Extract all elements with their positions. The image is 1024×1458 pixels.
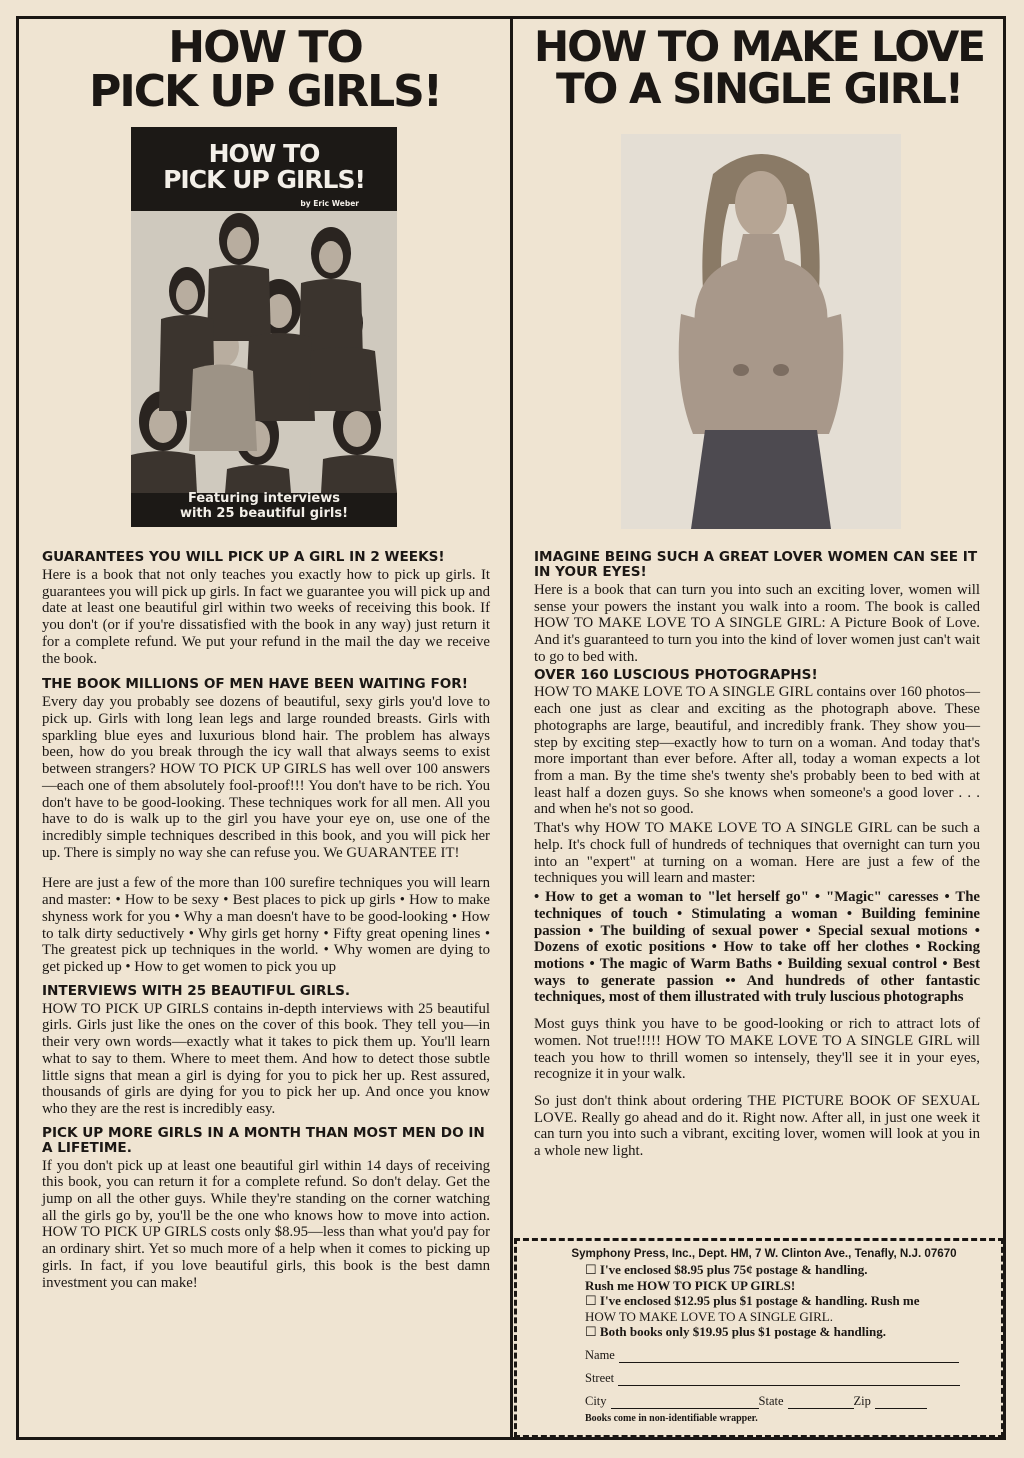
option-2-line-1: I've enclosed $12.95 plus $1 postage & handling. Rush me bbox=[599, 1293, 920, 1309]
coupon-option-2[interactable] bbox=[585, 1293, 989, 1324]
book-cover-title bbox=[131, 141, 397, 192]
left-section-1-body: Here is a book that not only teaches you exactly how to pick up girls. It guarantees you will pick up girls. In fact we guarantee you will pick up and date at least one beautiful girl within two weeks of receiving this book. If you don't (or if you're dissatisfied with the book in any way) just return it for a complete refund. We put your refund in the mail the day we receive the book. bbox=[42, 566, 490, 667]
left-section-1-heading: GUARANTEES YOU WILL PICK UP A GIRL IN 2 WEEKS! bbox=[42, 549, 445, 565]
cover-group-photo bbox=[131, 211, 397, 493]
street-label: Street bbox=[585, 1370, 615, 1385]
name-field[interactable] bbox=[585, 1348, 989, 1363]
left-section-3-heading: INTERVIEWS WITH 25 BEAUTIFUL GIRLS. bbox=[42, 982, 351, 999]
left-section-2-heading: THE BOOK MILLIONS OF MEN HAVE BEEN WAITING FOR! bbox=[42, 676, 468, 693]
right-headline bbox=[514, 16, 1004, 113]
column-divider bbox=[510, 16, 513, 1440]
city-input-line[interactable] bbox=[611, 1398, 759, 1409]
coupon-option-3[interactable] bbox=[585, 1324, 989, 1340]
option-1-line-2: Rush me HOW TO PICK UP GIRLS! bbox=[585, 1277, 796, 1293]
zip-label: Zip bbox=[853, 1393, 871, 1408]
right-section-3-body: That's why HOW TO MAKE LOVE TO A SINGLE GIRL can be such a help. It's chock full of hundreds of techniques that overnight can turn you into an "expert" at turning on a woman. Here are just a few of the techniques you will learn and master: bbox=[534, 820, 980, 887]
left-section-4-heading: PICK UP MORE GIRLS IN A MONTH THAN MOST MEN DO IN A LIFETIME. bbox=[42, 1124, 485, 1156]
cover-title-line-1: HOW TO bbox=[208, 139, 320, 168]
name-label: Name bbox=[585, 1347, 615, 1362]
left-section-2-body: Every day you probably see dozens of beautiful, sexy girls you'd love to pick up. Girls with long lean legs and large rounded breasts. Girls with sparkling blue eyes and luxurious blond hair. The problem has always been, how do you break through the icy wall that always seems to exist between strangers? HOW TO PICK UP GIRLS has well over 100 answers—each one of them absolutely fool-proof!!! You don't have to be rich. You don't have to be good-looking. These techniques work for all men. All you have to do is walk up to the girl you have your eye on, use one of the incredibly simple techniques described in this book, and you will pick her up. There is simply no way she can refuse you. We GUARANTEE IT! bbox=[42, 694, 490, 861]
right-headline-line-1: HOW TO MAKE LOVE bbox=[534, 22, 984, 71]
model-photo bbox=[621, 134, 901, 529]
checkbox-option-3[interactable]: ☐ bbox=[585, 1324, 600, 1340]
option-2-line-2: HOW TO MAKE LOVE TO A SINGLE GIRL. bbox=[585, 1308, 833, 1324]
city-label: City bbox=[585, 1393, 607, 1408]
cover-title-line-2: PICK UP GIRLS! bbox=[163, 164, 365, 194]
right-section-1-body: Here is a book that can turn you into such an exciting lover, women will sense your powers the instant you walk into a room. The book is called HOW TO MAKE LOVE TO A SINGLE GIRL: A Picture Book of Love. And it's guaranteed to turn you into the kind of lover women just can't wait to go to bed with. bbox=[534, 581, 980, 665]
state-label: State bbox=[758, 1393, 784, 1408]
cover-caption-line-1: Featuring interviews bbox=[187, 491, 340, 507]
coupon-option-1[interactable] bbox=[585, 1262, 989, 1293]
left-headline bbox=[20, 16, 510, 117]
model-silhouette bbox=[621, 134, 901, 529]
zip-input-line[interactable] bbox=[875, 1398, 927, 1409]
option-1-line-1: I've enclosed $8.95 plus 75¢ postage & handling. bbox=[599, 1262, 868, 1277]
state-input-line[interactable] bbox=[788, 1398, 854, 1409]
right-section-1-heading: IMAGINE BEING SUCH A GREAT LOVER WOMEN CAN SEE IT IN YOUR EYES! bbox=[534, 549, 978, 580]
left-copy bbox=[20, 550, 510, 1291]
group-photo-illustration bbox=[131, 211, 397, 493]
right-section-4-body: Most guys think you have to be good-looking or rich to attract lots of women. Not true!!!!! HOW TO MAKE LOVE TO A SINGLE GIRL will teach you how to thrill women so intensely, they'll see it in your eyes, recognize it in your walk. bbox=[534, 1016, 980, 1083]
right-section-5-body: So just don't think about ordering THE PICTURE BOOK OF SEXUAL LOVE. Really go ahead and do it. Right now. After all, in just one week it can turn you into such a vibrant, exciting lover, women will look at you in a whole new light. bbox=[534, 1092, 980, 1160]
left-headline-line-2: PICK UP GIRLS! bbox=[89, 66, 441, 117]
coupon-address: Symphony Press, Inc., Dept. HM, 7 W. Clinton Ave., Tenafly, N.J. 07670 bbox=[571, 1247, 957, 1260]
book-cover bbox=[131, 127, 397, 527]
right-copy bbox=[514, 550, 1004, 1160]
order-coupon bbox=[514, 1238, 1004, 1438]
name-input-line[interactable] bbox=[619, 1352, 959, 1363]
right-section-2-heading: OVER 160 LUSCIOUS PHOTOGRAPHS! bbox=[534, 666, 818, 683]
book-cover-byline: by Eric Weber bbox=[300, 199, 359, 208]
wrapper-note: Books come in non-identifiable wrapper. bbox=[585, 1412, 758, 1424]
left-headline-line-1: HOW TO bbox=[168, 22, 362, 73]
left-section-3-body: HOW TO PICK UP GIRLS contains in-depth interviews with 25 beautiful girls. Girls just like the ones on the cover of this book. They tell you—in their very own words—exactly what it takes to pick them up. You'll learn what to say to them. Where to meet them. And how to detect those subtle little signs that mean a girl is dying for you to pick her up. Rest assured, thousands of girls are dying for you to pick her up. And once you know who they are the rest is incredibly easy. bbox=[42, 1000, 490, 1117]
right-techniques-list: • How to get a woman to "let herself go" • "Magic" caresses • The techniques of touch • Stimulating a woman • Building feminine passion • The building of sexual power • Special sexual motions • Dozens of exotic positions • How to take off her clothes • Rocking motions • The magic of Warm Baths • Building sexual control • Best ways to generate passion •• And hundreds of other fantastic techniques, most of them illustrated with truly luscious photographs bbox=[534, 889, 980, 1006]
street-field[interactable] bbox=[585, 1371, 989, 1386]
book-cover-caption bbox=[131, 492, 397, 521]
left-section-4-body: If you don't pick up at least one beautiful girl within 14 days of receiving this book, you can return it for a complete refund. So don't delay. Get the jump on all the other guys. While they're standing on the corner watching all the girls go by, you'll be the one who knows how to move into action. HOW TO PICK UP GIRLS costs only $8.95—less than what you'd pay for an ordinary shirt. Yet so much more of a help when it comes to picking up girls. In fact, if you love beautiful girls, this book is the best damn investment you can make! bbox=[42, 1157, 490, 1291]
left-techniques-list: Here are just a few of the more than 100 surefire techniques you will learn and master: • How to be sexy • Best places to pick up girls • How to make shyness work for you • Why a man doesn't have to be good-looking • How to talk dirty seductively • Why girls get horny • Fifty great opening lines • The greatest pick up techniques in the world. • Why women are dying to get picked up • How to get women to pick you up bbox=[42, 875, 490, 975]
city-state-zip-field[interactable] bbox=[585, 1394, 989, 1409]
option-3-line: Both books only $19.95 plus $1 postage & handling. bbox=[599, 1324, 886, 1340]
street-input-line[interactable] bbox=[618, 1375, 960, 1386]
right-headline-line-2: TO A SINGLE GIRL! bbox=[555, 64, 963, 113]
checkbox-option-1[interactable]: ☐ bbox=[585, 1262, 600, 1277]
cover-caption-line-2: with 25 beautiful girls! bbox=[179, 505, 349, 521]
right-column bbox=[514, 16, 1004, 1438]
right-section-2-body: HOW TO MAKE LOVE TO A SINGLE GIRL contains over 160 photos—each one just as clear and exciting as the photograph above. These photographs are large, beautiful, and incredibly frank. They show you—step by exciting step—exactly how to turn on a woman. And today that's more important than ever before. After all, today a woman expects a lot from a man. By the time she's twenty she's probably been to bed with at least half a dozen guys. So she knows when someone's a good lover . . . and when he's not so good. bbox=[534, 684, 980, 818]
checkbox-option-2[interactable]: ☐ bbox=[585, 1293, 600, 1309]
left-column bbox=[20, 16, 510, 1438]
